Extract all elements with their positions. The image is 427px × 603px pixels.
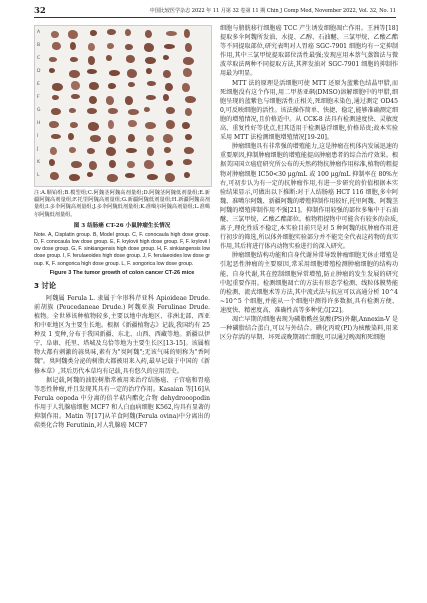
tumor-specimen [87, 108, 97, 114]
tumor-specimen [70, 122, 78, 128]
paragraph: 肿瘤细胞具有非常强的增殖能力,这是肿瘤在机体内发展迅速的重要原因,抑制肿瘤细胞的增殖能提高肿瘤患者的综合治疗效果。根据美国国立癌症研究所公布的天然药物抗肿瘤作用标准,植物的粗提物对肿瘤细胞 IC50<30 μg/mL 或 100 μg/mL 抑制率在 80%左右,可初步认为有一定的抗肿瘤作用,有进一步研究的价值根据本实验结果显示,可做出以下推断:对于人结肠癌 HCT 116 细胞,多伞阿魏、准噶尔阿魏、新疆阿魏的增殖抑制作用较好,托里阿魏、阿魏茎阿魏的增殖抑制作用不强[21]。抑制作用较强的部位多集中于石油醚、三氯甲烷、乙酸乙酯部位。植物粗提物中可能含有较多的杂质,离子,理化性质不稳定,本实验目前只是对 5 种阿魏的抗肿瘤作用进行初步的筛选,所以体外细胞实验部分并不能完全代表这药物的真实作用,其后将进行体内动物实验进行的深入研究。 [220, 143, 398, 251]
tumor-specimen [69, 70, 80, 78]
tumor-specimen [145, 57, 156, 64]
figure-title-cn: 图 3 结肠癌 CT-26 小鼠肿瘤生长情况 [73, 222, 171, 229]
tumor-specimen [128, 120, 137, 127]
tumor-specimen [185, 134, 192, 140]
tumor-specimen [89, 161, 97, 170]
tumor-specimen [165, 173, 175, 182]
tumor-specimen [184, 29, 190, 38]
tumor-specimen [108, 108, 118, 114]
tumor-specimen [125, 44, 133, 50]
tumor-specimen [166, 31, 177, 36]
group-label: G [37, 108, 41, 113]
tumor-specimen [52, 95, 59, 100]
journal-citation: 中国比较医学杂志 2022 年 11 月第 32 卷第 11 期 Chin J Comp Med, November 2022, Vol. 32, No. 11 [149, 8, 396, 14]
tumor-specimen [69, 108, 76, 113]
tumor-specimen [182, 83, 190, 92]
tumor-specimen [106, 147, 116, 156]
tumor-specimen [184, 172, 190, 178]
right-column [220, 24, 398, 342]
tumor-specimen [184, 147, 194, 154]
page-number: 32 [34, 6, 46, 16]
tumor-specimen [87, 148, 95, 154]
section-heading: 3 讨论 [34, 280, 56, 290]
group-label: E [37, 82, 40, 87]
tumor-specimen [52, 83, 63, 91]
tumor-specimen [166, 120, 175, 129]
tumor-specimen [128, 82, 135, 87]
tumor-specimen [49, 57, 57, 62]
tumor-specimen [144, 107, 150, 112]
tumor-specimen [71, 94, 80, 99]
tumor-specimen [106, 55, 112, 61]
tumor-specimen [107, 174, 118, 182]
tumor-specimen [71, 81, 80, 90]
tumor-specimen [164, 44, 175, 49]
tumor-specimen [145, 122, 156, 129]
tumor-specimen [89, 82, 99, 90]
tumor-specimen [88, 43, 95, 51]
tumor-specimen [165, 83, 173, 91]
tumor-specimen [52, 42, 61, 50]
tumor-specimen [109, 70, 120, 76]
tumor-specimen [50, 147, 57, 155]
group-label: I [37, 134, 39, 139]
tumor-specimen [163, 55, 169, 60]
group-label: L [37, 173, 40, 178]
tumor-specimen [146, 68, 152, 74]
tumor-specimen [68, 30, 78, 39]
tumor-specimen [185, 43, 192, 52]
tumor-specimen [126, 148, 137, 153]
tumor-specimen [107, 43, 114, 49]
tumor-specimen [147, 174, 158, 180]
tumor-specimen [51, 108, 61, 115]
tumor-specimen [147, 147, 154, 156]
tumor-specimen [90, 30, 97, 36]
tumor-specimen [125, 29, 131, 36]
tumor-specimen [183, 57, 194, 65]
group-label: H [37, 121, 41, 126]
tumor-specimen [145, 30, 152, 38]
tumor-specimen [182, 122, 190, 129]
group-label: D [37, 69, 41, 74]
tumor-specimen [163, 134, 173, 143]
tumor-specimen [144, 43, 154, 52]
paragraph: 凋亡早期的细胞表现为磷脂酰丝氨酸(PS)外翻,Annexin-V 是一种磷脂结合蛋白,可以与外结合。碘化丙啶(PI)为核酸染料,用来区分存活的早期、坏死或晚期凋亡细胞,可以通过晚凋和死细胞 [220, 316, 398, 342]
tumor-specimen [125, 96, 133, 105]
group-label: J [37, 147, 39, 152]
tumor-specimen [185, 96, 196, 103]
figure-caption-en: Note. A, Cisplatin group. B, Model group. C, F. conocaula high dose group. D, F. conocaula low dose group. E, F. krylovii high dose group. F, F. krylovii low dose group. G, F. sinkiangensis high dose group. H, F. sinkiangensis low dose group. I, F. ferulaeoides high dose group. J, F. ferulaeoides low dose group. K, F. songorica high dose group. L, F. songorica low dose group. [34, 231, 210, 267]
tumor-specimen [70, 57, 78, 62]
tumor-specimen [108, 120, 114, 129]
group-label: A [37, 30, 41, 35]
group-label: B [37, 43, 41, 48]
paragraph: 据记载,阿魏的油胶树脂常被用来治疗结肠癌、子宫癌和胃癌等恶性肿瘤,并且发现其具有一定的治疗作用。Kasaian 等[16]从 Ferula oopoda 中分离的倍半萜内酯化合物 dehydrooopodin 作用于人乳腺癌细胞 MCF7 和人白血病细胞 K562,均具有显著的抑制作用。Matin 等[17]从羊食阿魏(Ferula ovina)中分离出的萜类化合物 Ferutinin,对人乳腺癌 MCF7 [34, 376, 210, 430]
figure-caption-cn: 注:A.顺铂组;B.模型组;C.阿魏茎阿魏高剂量组;D.阿魏茎阿魏低剂量组;E.新疆阿魏高剂量组;F.托里阿魏高剂量组;G.新疆阿魏低剂量组;H.新疆阿魏高剂量组;I.多伞阿魏高剂量组;J.多伞阿魏低剂量组;K.准噶尔阿魏高剂量组;L.准噶尔阿魏低剂量组。 [34, 190, 210, 218]
paragraph: 肿瘤细胞结构功能和自身代谢异常导致肿瘤细胞无休止增殖是引起恶性肿瘤的主要原因,常采用细胞增殖检测肿瘤细胞的结构功能、自身代谢,其在控制细胞异常增殖,防止肿瘤的发生发展的研究中起重要作用。检测细胞凋亡的方法有形态学检测、线粒体膜势能的检测、流式细胞术等方法,其中流式法与抗应可以高通分析 10^4~10^5 个细胞,并能从一个细胞中测得许多数据,具有检测方便、速度快、精密度高、准确性高等多种优点[22]。 [220, 252, 398, 314]
tumor-specimen [128, 134, 135, 142]
tumor-specimen [51, 31, 59, 38]
tumor-specimen [90, 135, 101, 142]
tumor-specimen [127, 161, 135, 168]
tumor-specimen [71, 161, 82, 168]
paragraph: MTT 法的原理是活细胞可使 MTT 还原为蓝紫色结晶甲腊,而死细胞没有这个作用,用二甲基亚砜(DMSO)溶解细胞中的甲腊,细胞呈现的蓝紫色与细胞活性正相关,死细胞未染色,通过测定 OD450,可反映细胞的活性。该法操作简单、快捷、稳定,能够准确测定细胞的增殖情况,且价格适中。从 CCK-8 法具有检测速度快、灵敏度高、重复性好等优点,但其适用于检测悬浮细胞,价格昂贵;故本实验采用 MTT 法检测细胞增殖情况[19-20]。 [220, 79, 398, 142]
header-rule [34, 17, 396, 18]
tumor-specimen [164, 147, 171, 153]
tumor-specimen [163, 94, 169, 101]
tumor-specimen [107, 29, 116, 35]
tumor-specimen [49, 121, 59, 128]
tumor-specimen [144, 160, 154, 169]
tumor-specimen [87, 69, 97, 74]
tumor-specimen [125, 173, 135, 178]
group-label: K [37, 160, 40, 165]
tumor-specimen [49, 159, 55, 166]
tumor-specimen [51, 134, 61, 139]
tumor-specimen [183, 68, 192, 77]
tumor-specimen [108, 135, 116, 144]
tumor-specimen [88, 56, 95, 65]
tumor-specimen [69, 147, 76, 153]
tumor-specimen [70, 42, 76, 50]
tumor-specimen [89, 96, 97, 104]
tumor-specimen [128, 109, 139, 115]
paragraph: 细胞与膀胱移行细胞癌 TCC 产生诱发细胞凋亡作用。王洲等[18]提取多伞阿魏所发油、水提、乙醇、石油醚、三氯甲烷、乙酸乙酯等不同提取部位,研究表明对人胃癌 SGC-7901 细胞均有一定抑制作用,其中三氯甲烷提取部位活性最强;发现应用本萘气蒸馏法与微波萃取法两种不同提取方法,其挥发油对 SGC-7901 细胞的抑制作用最为明显。 [220, 25, 398, 78]
tumor-specimen [166, 107, 175, 114]
left-column [34, 24, 210, 430]
tumor-specimen [109, 160, 116, 168]
figure-title-en: Figure 3 The tumor growth of colon cancer CT-26 mice [49, 269, 195, 276]
tumor-specimen [146, 95, 156, 100]
tumor-specimen [49, 68, 55, 73]
tumor-specimen [127, 69, 137, 78]
tumor-specimen [185, 108, 192, 116]
tumor-specimen [108, 83, 116, 89]
tumor-photo-figure [34, 25, 212, 187]
tumor-specimen [147, 81, 156, 86]
paragraph: 阿魏属 Ferula L. 隶属于伞形科芹亚科 Apioideae Drude. 前胡族 (Peucedaneae Drude.) 阿魏亚族 Ferulinae Drude. 植物。全世界该种植物较多,主要以地中海地区、非洲北部、西亚和中亚地区为主要生长地。根据《新疆植物志》记载,我国约有 25 种及 1 变种,分布于我国新疆、东北、山西、西藏等地。新疆以伊宁、阜康、托里、塔城及乌恰等地为主要生长区[13-15]。该属植物大都有刺激的蒜臭味,素有为"臭阿魏";无该气味的则称为"香阿魏"。臭阿魏类分泌的树脂大都被用来入药,最早记载于中国的《新修本草》,其后历代本草均有记载,具有悠久的应用历史。 [34, 294, 210, 375]
tumor-specimen [163, 70, 171, 78]
tumor-specimen [68, 133, 74, 140]
tumor-specimen [166, 160, 173, 166]
tumor-specimen [146, 135, 154, 142]
tumor-specimen [106, 96, 114, 105]
group-label: F [37, 95, 40, 100]
group-label: C [37, 56, 41, 61]
tumor-specimen [50, 172, 59, 180]
tumor-specimen [126, 55, 135, 63]
tumor-specimen [87, 172, 93, 177]
tumor-specimen [183, 159, 192, 165]
tumor-specimen [69, 174, 80, 181]
tumor-specimen [88, 122, 99, 131]
